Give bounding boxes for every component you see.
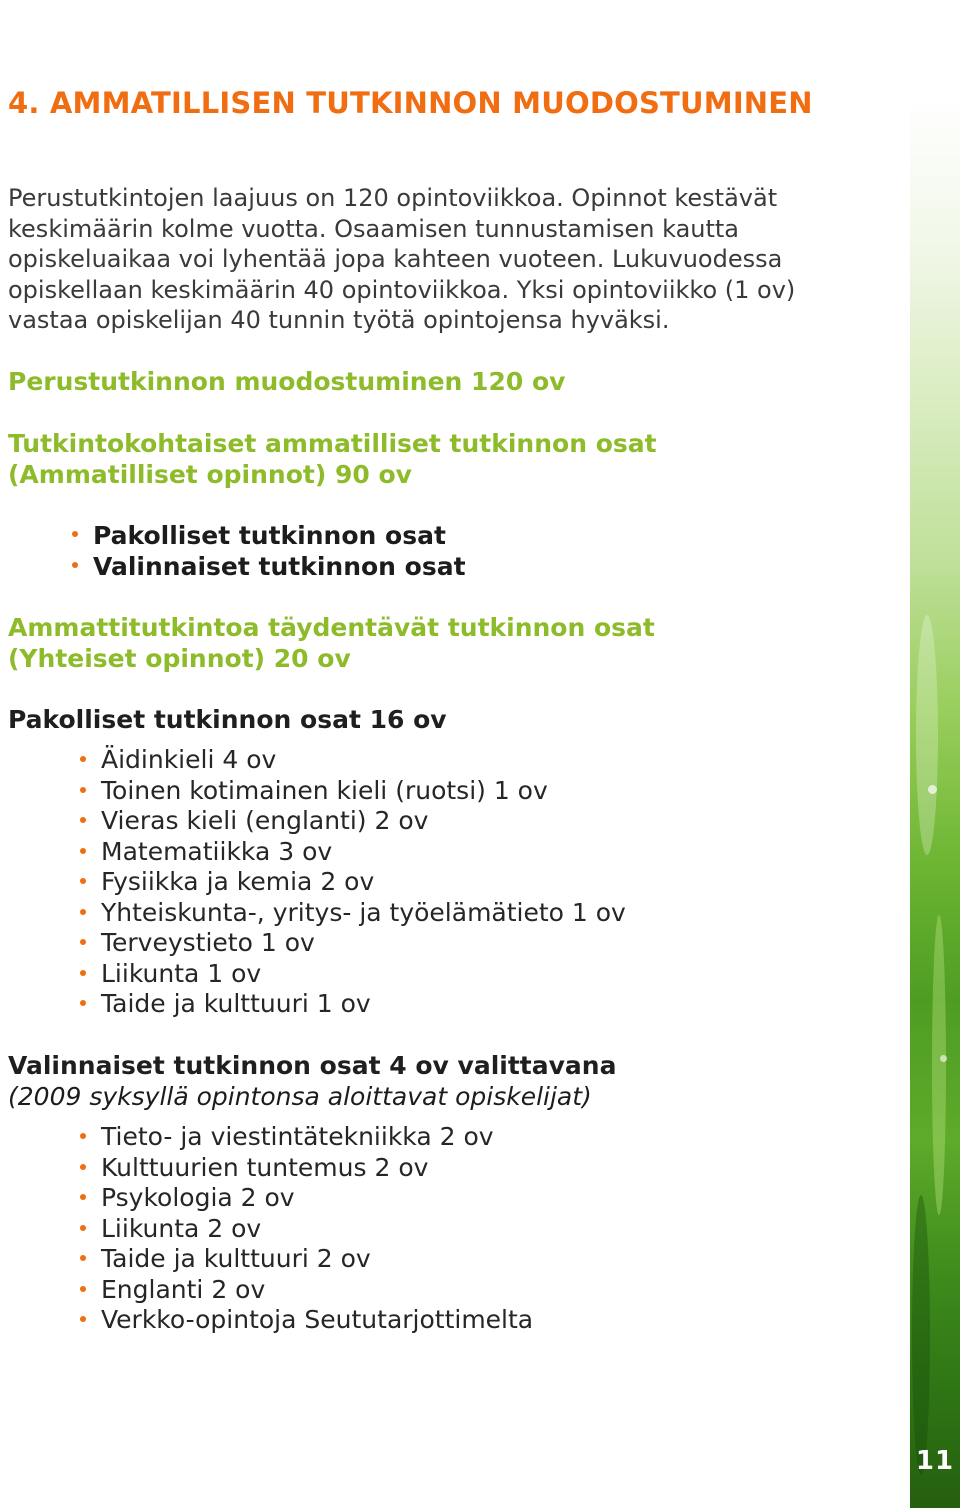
list-item-label: Äidinkieli 4 ov bbox=[101, 745, 277, 774]
vocational-heading-line2: (Ammatilliset opinnot) 90 ov bbox=[8, 460, 412, 489]
bullet-icon bbox=[80, 1316, 86, 1322]
list-item-label: Liikunta 1 ov bbox=[101, 958, 262, 988]
bullet-icon bbox=[80, 1000, 86, 1006]
mandatory-heading: Pakolliset tutkinnon osat 16 ov bbox=[8, 705, 447, 734]
bullet-icon bbox=[80, 1164, 86, 1170]
vocational-heading-line1: Tutkintokohtaiset ammatilliset tutkinnon osat bbox=[8, 429, 657, 458]
list-item bbox=[101, 1244, 533, 1275]
mandatory-list bbox=[101, 745, 626, 1020]
page-number: 11 bbox=[915, 1446, 955, 1476]
list-item bbox=[101, 745, 626, 776]
bullet-icon bbox=[80, 1286, 86, 1292]
bullet-icon bbox=[80, 909, 86, 915]
bullet-icon bbox=[80, 817, 86, 823]
list-item-label: Matematiikka 3 ov bbox=[101, 836, 333, 866]
list-item-label: Taide ja kulttuuri 2 ov bbox=[101, 1244, 371, 1273]
list-item-label: Vieras kieli (englanti) 2 ov bbox=[101, 806, 429, 835]
bullet-icon bbox=[72, 562, 78, 568]
list-item bbox=[101, 1183, 533, 1214]
structure-heading: Perustutkinnon muodostuminen 120 ov bbox=[8, 367, 566, 396]
list-item bbox=[101, 1153, 533, 1184]
bullet-icon bbox=[80, 939, 86, 945]
list-item bbox=[101, 989, 626, 1020]
chapter-title: 4. AMMATILLISEN TUTKINNON MUODOSTUMINEN bbox=[8, 86, 813, 120]
bullet-icon bbox=[80, 1133, 86, 1139]
list-item-label: Liikunta 2 ov bbox=[101, 1213, 262, 1243]
elective-list bbox=[101, 1122, 533, 1336]
list-item bbox=[101, 928, 626, 959]
elective-heading: Valinnaiset tutkinnon osat 4 ov valittavana bbox=[8, 1051, 617, 1080]
bullet-icon bbox=[80, 1255, 86, 1261]
list-item-label: Psykologia 2 ov bbox=[101, 1183, 295, 1212]
list-item bbox=[101, 1305, 533, 1336]
list-item bbox=[101, 867, 626, 898]
elective-note: (2009 syksyllä opintonsa aloittavat opiskelijat) bbox=[8, 1082, 592, 1111]
list-item-label: Kulttuurien tuntemus 2 ov bbox=[101, 1152, 429, 1182]
list-item bbox=[93, 551, 466, 582]
bullet-icon bbox=[80, 756, 86, 762]
grass-decoration-image bbox=[910, 95, 960, 1508]
bullet-icon bbox=[80, 848, 86, 854]
intro-paragraph: Perustutkintojen laajuus on 120 opintoviikkoa. Opinnot kestävät keskimäärin kolme vuotta. Osaamisen tunnustamisen kautta opiskeluaikaa voi lyhentää jopa kahteen vuoteen. Lukuvuodessa opiskellaan keskimäärin 40 opintoviikkoa. Yksi opintoviikko (1 ov) vastaa opiskelijan 40 tunnin työtä opintojensa hyväksi. bbox=[8, 184, 796, 335]
list-item bbox=[101, 898, 626, 929]
list-item-label: Toinen kotimainen kieli (ruotsi) 1 ov bbox=[101, 775, 548, 805]
list-item bbox=[101, 806, 626, 837]
bullet-icon bbox=[80, 787, 86, 793]
list-item-label: Verkko-opintoja Seututarjottimelta bbox=[101, 1305, 534, 1334]
list-item-label: Tieto- ja viestintätekniikka 2 ov bbox=[101, 1122, 494, 1151]
list-item bbox=[101, 1214, 533, 1245]
list-item-label: Englanti 2 ov bbox=[101, 1274, 266, 1304]
list-item-label: Fysiikka ja kemia 2 ov bbox=[101, 867, 375, 896]
grass-blade-shadow bbox=[912, 1195, 930, 1475]
list-item-label: Taide ja kulttuuri 1 ov bbox=[101, 989, 371, 1018]
bullet-icon bbox=[80, 1225, 86, 1231]
bullet-icon bbox=[80, 1194, 86, 1200]
grass-blade-highlight bbox=[932, 915, 946, 1215]
list-item-label: Yhteiskunta-, yritys- ja työelämätieto 1 ov bbox=[101, 897, 626, 927]
list-item bbox=[101, 959, 626, 990]
list-item bbox=[93, 520, 466, 551]
bullet-icon bbox=[80, 878, 86, 884]
grass-blade-highlight bbox=[916, 615, 938, 855]
water-droplet bbox=[928, 785, 937, 794]
list-item bbox=[101, 837, 626, 868]
common-heading-line2: (Yhteiset opinnot) 20 ov bbox=[8, 644, 351, 673]
list-item-label: Terveystieto 1 ov bbox=[101, 928, 315, 957]
vocational-list bbox=[93, 520, 466, 582]
common-heading-line1: Ammattitutkintoa täydentävät tutkinnon osat bbox=[8, 613, 655, 642]
list-item-label: Valinnaiset tutkinnon osat bbox=[93, 552, 466, 581]
bullet-icon bbox=[72, 531, 78, 537]
list-item bbox=[101, 1275, 533, 1306]
water-droplet bbox=[940, 1055, 947, 1062]
list-item-label: Pakolliset tutkinnon osat bbox=[93, 521, 446, 550]
list-item bbox=[101, 776, 626, 807]
list-item bbox=[101, 1122, 533, 1153]
bullet-icon bbox=[80, 970, 86, 976]
